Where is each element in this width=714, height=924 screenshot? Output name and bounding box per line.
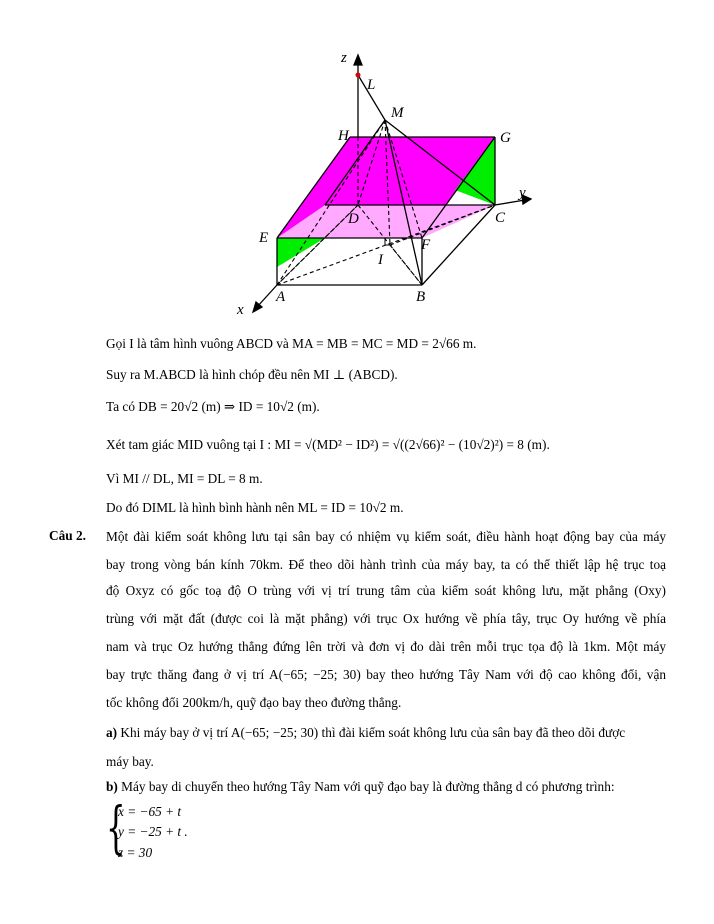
label-I: I	[378, 252, 383, 268]
solution-line-6: Do đó DIML là hình bình hành nên ML = ID = 10√2 m.	[106, 500, 404, 515]
label-y: y	[519, 185, 526, 201]
label-D: D	[348, 211, 359, 227]
label-E: E	[259, 230, 269, 246]
equation-y: y = −25 + t .	[118, 824, 188, 839]
solution-line-2: Suy ra M.ABCD là hình chóp đều nên MI ⊥ (ABCD).	[106, 367, 398, 382]
question-number: Câu 2.	[49, 528, 86, 543]
label-M: M	[391, 105, 404, 121]
label-z: z	[341, 50, 347, 66]
solution-line-5: Vì MI // DL, MI = DL = 8 m.	[106, 471, 263, 486]
question-line-2: bay trong vòng bán kính 70km. Để theo dõi hành trình của máy bay, ta có thể thiết lập hệ trục toạ	[106, 557, 666, 572]
equation-z: z = 30	[118, 845, 153, 860]
point-L	[356, 73, 361, 78]
question-line-4: trùng với mặt đất (được coi là mặt phẳng) với trục Ox hướng về phía tây, trục Oy hướng về phía	[106, 611, 666, 626]
label-L: L	[367, 77, 376, 93]
part-a	[106, 724, 666, 742]
solution-line-3: Ta có DB = 20√2 (m) ⇒ ID = 10√2 (m).	[106, 399, 320, 414]
label-A: A	[276, 289, 286, 305]
equation-system	[106, 796, 206, 864]
question-line-1: Một đài kiểm soát không lưu tại sân bay có nhiệm vụ kiểm soát, điều hành hoạt động bay của máy	[106, 529, 666, 544]
question-line-7: tốc không đổi 200km/h, quỹ đạo bay theo đường thẳng.	[106, 695, 402, 710]
label-F: F	[421, 237, 431, 253]
solution-line-1: Gọi I là tâm hình vuông ABCD và MA = MB = MC = MD = 2√66 m.	[106, 336, 477, 351]
question-line-3: độ Oxyz có gốc toạ độ O trùng với vị trí trung tâm của kiểm soát không lưu, mặt phẳng (Oxy)	[106, 583, 666, 598]
face-left-green	[277, 238, 325, 267]
question-line-5: nam và trục Oz hướng thẳng đứng lên trời và đơn vị đo dài trên mỗi trục tọa độ là 1km. Một máy	[106, 639, 666, 654]
question-line-6: bay trực thăng đang ở vị trí A(−65; −25; 30) bay theo hướng Tây Nam với độ cao không đổi, vận	[106, 667, 666, 682]
part-b-label: b)	[106, 779, 118, 794]
part-a-label: a)	[106, 725, 118, 740]
label-B: B	[416, 289, 426, 305]
label-C: C	[495, 210, 506, 226]
geometry-figure	[225, 45, 555, 320]
solution-line-4: Xét tam giác MID vuông tại I : MI = √(MD² − ID²) = √((2√66)² − (10√2)²) = 8 (m).	[106, 437, 550, 452]
label-G: G	[500, 130, 511, 146]
label-x: x	[237, 302, 244, 318]
label-H: H	[338, 128, 349, 144]
box-pyramid-diagram	[225, 45, 555, 320]
system-brace: {	[106, 796, 126, 861]
part-a-text: Khi máy bay ở vị trí A(−65; −25; 30) thì đài kiểm soát không lưu của sân bay đã theo dõi được	[120, 725, 626, 740]
part-b-text: Máy bay di chuyển theo hướng Tây Nam với quỹ đạo bay là đường thẳng d có phương trình:	[121, 779, 615, 794]
part-b	[106, 778, 666, 796]
part-a-continued: máy bay.	[106, 754, 154, 769]
equation-x: x = −65 + t	[118, 804, 182, 819]
